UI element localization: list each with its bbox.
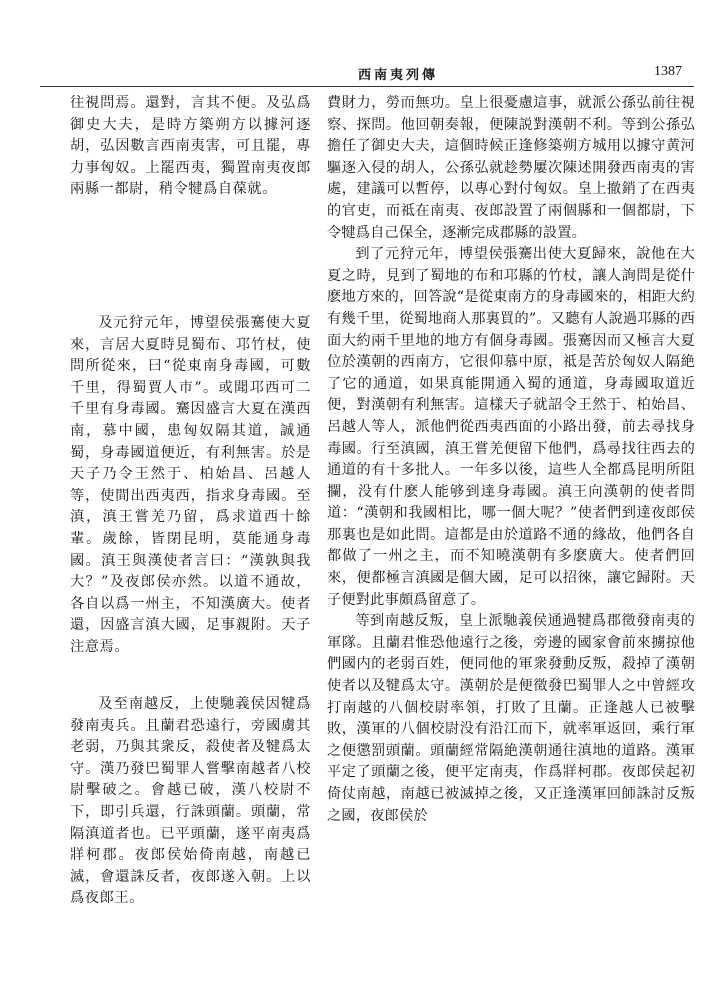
running-title: 西南夷列傳 (358, 68, 439, 83)
classical-text: 及至南越反，上使馳義侯因犍爲發南夷兵。且蘭君恐遠行，旁國虜其老弱，乃與其衆反，殺使者及犍爲太守。漢乃發巴蜀罪人嘗擊南越者八校尉擊破之。會越已破，漢八校尉不下，即引兵還，行誅頭蘭。頭蘭，常隔滇道者也。已平頭蘭，遂平南夷爲牂柯郡。夜郎侯始倚南越，南越已滅，會還誅反者，夜郎遂入朝。上以爲夜郎王。 (70, 696, 311, 907)
page-number: 1387 (654, 64, 682, 79)
classical-paragraph-2 (70, 313, 311, 659)
classical-text: 往視問焉。還對，言其不便。及弘爲御史大夫，是時方築朔方以據河逐胡，弘因數言西南夷害，可且罷，專力事匈奴。上罷西夷，獨置南夷夜郎兩縣一都尉，稍令犍爲自葆就。 (70, 95, 311, 198)
classical-text: 及元狩元年，博望侯張騫使大夏來，言居大夏時見蜀布、邛竹杖，使問所從來，曰“從東南身毒國，可數千里，得蜀賈人市”。或聞邛西可二千里有身毒國。騫因盛言大夏在漢西南，慕中國，患匈奴隔其道，誠通蜀，身毒國道便近，有利無害。於是天子乃令王然于、柏始昌、呂越人等，使間出西夷西，指求身毒國。至滇，滇王嘗羌乃留，爲求道西十餘輩。歲餘，皆閉昆明，莫能通身毒國。滇王與漢使者言曰：“漢孰與我大？”及夜郎侯亦然。以道不通故，各自以爲一州主，不知漢廣大。使者還，因盛言滇大國，足事親附。天子注意焉。 (70, 315, 311, 655)
translation-column (327, 93, 695, 827)
translation-paragraph-3: 等到南越反叛，皇上派馳義侯通過犍爲郡徵發南夷的軍隊。且蘭君惟恐他遠行之後，旁邊的國家會前來擄掠他們國内的老弱百姓，便同他的軍衆發動反叛，殺掉了漢朝使者以及犍爲太守。漢朝於是便徵發巴蜀罪人之中曾經攻打南越的八個校尉率領，打敗了且蘭。正逢越人已被擊敗，漢軍的八個校尉没有沿江而下，就率軍返回，乘行軍之便懲罰頭蘭。頭蘭經常隔絶漢朝通往滇地的道路。漢軍平定了頭蘭之後，便平定南夷，作爲牂柯郡。夜郎侯起初倚仗南越，南越已被滅掉之後，又正逢漢軍回師誅討反叛之國，夜郎侯於 (327, 613, 695, 824)
classical-paragraph-3 (70, 694, 311, 910)
classical-paragraph-1 (70, 93, 311, 201)
translation-paragraph-1: 費財力，勞而無功。皇上很憂慮這事，就派公孫弘前往視察、探問。他回朝奏報，便陳説對漢朝不利。等到公孫弘擔任了御史大夫，這個時候正逢修築朔方城用以據守黄河驅逐入侵的胡人，公孫弘就趁勢屢次陳述開發西南夷的害處，建議可以暫停，以專心對付匈奴。皇上撤銷了在西夷的官吏，而祗在南夷、夜郎設置了兩個縣和一個都尉，下令犍爲自己保全，逐漸完成郡縣的設置。 (327, 95, 695, 241)
translation-paragraph-2: 到了元狩元年，博望侯張騫出使大夏歸來，說他在大夏之時，見到了蜀地的布和邛縣的竹杖，讓人詢問是從什麽地方來的，回答說“是從東南方的身毒國來的，相距大約有幾千里，從蜀地商人那裏買的”。又聽有人說過邛縣的西面大約兩千里地的地方有個身毒國。張騫因而又極言大夏位於漢朝的西南方，它很仰慕中原，祗是苦於匈奴人隔絶了它的通道，如果真能開通入蜀的通道，身毒國取道近便，對漢朝有利無害。這樣天子就詔令王然于、柏始昌、呂越人等人，派他們從西夷西面的小路出發，前去尋找身毒國。行至滇國，滇王嘗羌便留下他們，爲尋找往西去的通道的有十多批人。一年多以後，這些人全都爲昆明所阻攔，没有什麽人能够到達身毒國。滇王向漢朝的使者問道：“漢朝和我國相比，哪一個大呢？”使者們到達夜郎侯那裏也是如此問。這都是由於道路不通的緣故，他們各自都做了一州之主，而不知曉漢朝有多麽廣大。使者們回來，便都極言滇國是個大國，足可以招徠，讓它歸附。天子便對此事頗爲留意了。 (327, 246, 695, 608)
running-header (40, 62, 694, 87)
